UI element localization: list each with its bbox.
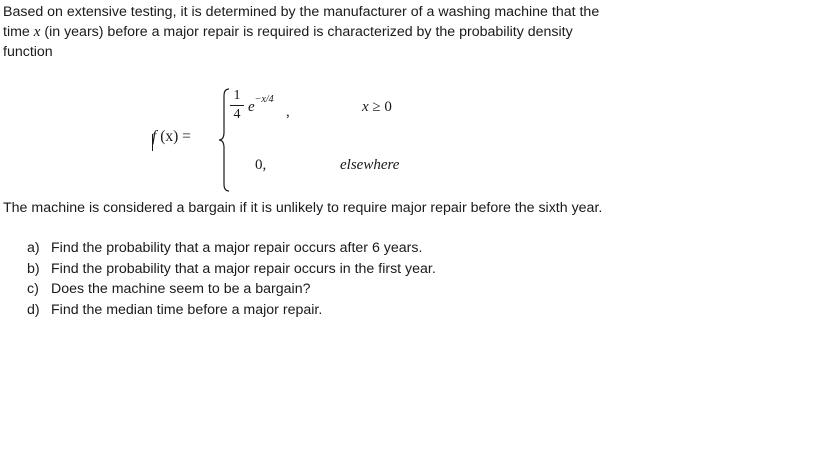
item-text: Does the machine seem to be a bargain? [51,281,311,297]
first-case-comma: , [286,104,290,120]
fraction-denominator: 4 [233,107,241,122]
list-item [27,300,436,321]
item-text: Find the median time before a major repair. [51,301,323,318]
second-case-value: 0, [255,157,267,173]
bargain-statement: The machine is considered a bargain if it is unlikely to require major repair before the sixth year. [3,200,603,216]
pdf-lhs [152,128,191,146]
condition-variable: x [362,99,369,115]
intro-text-start: Based on extensive testing, it is determined by the manufacturer of a washing machine that the time [3,4,600,40]
list-item [27,279,436,300]
left-brace [218,88,230,192]
fraction-numerator: 1 [233,88,241,103]
item-text: Find the probability that a major repair occurs after 6 years. [51,240,423,256]
item-label: d) [27,301,40,318]
intro-text-end: (in years) before a major repair is required is characterized by the probability density function [3,24,573,60]
second-case-condition: elsewhere [340,157,400,173]
fraction-bar [230,105,244,106]
list-item [27,238,436,259]
pdf-function-name: f [152,128,157,145]
pdf-lhs-rest: (x) = [156,128,191,145]
item-label: c) [27,281,39,297]
question-list [27,238,436,320]
exponential-base: e [248,99,255,115]
problem-intro [3,2,603,62]
condition-rest: ≥ 0 [368,99,392,115]
exponential-term [248,94,274,116]
fraction [230,88,244,123]
item-label: b) [27,260,40,277]
item-label: a) [27,240,40,256]
intro-variable: x [33,24,41,40]
first-case-condition [362,99,392,116]
list-item [27,259,436,280]
exponent: −x/4 [254,94,274,105]
item-text: Find the probability that a major repair occurs in the first year. [51,260,436,277]
